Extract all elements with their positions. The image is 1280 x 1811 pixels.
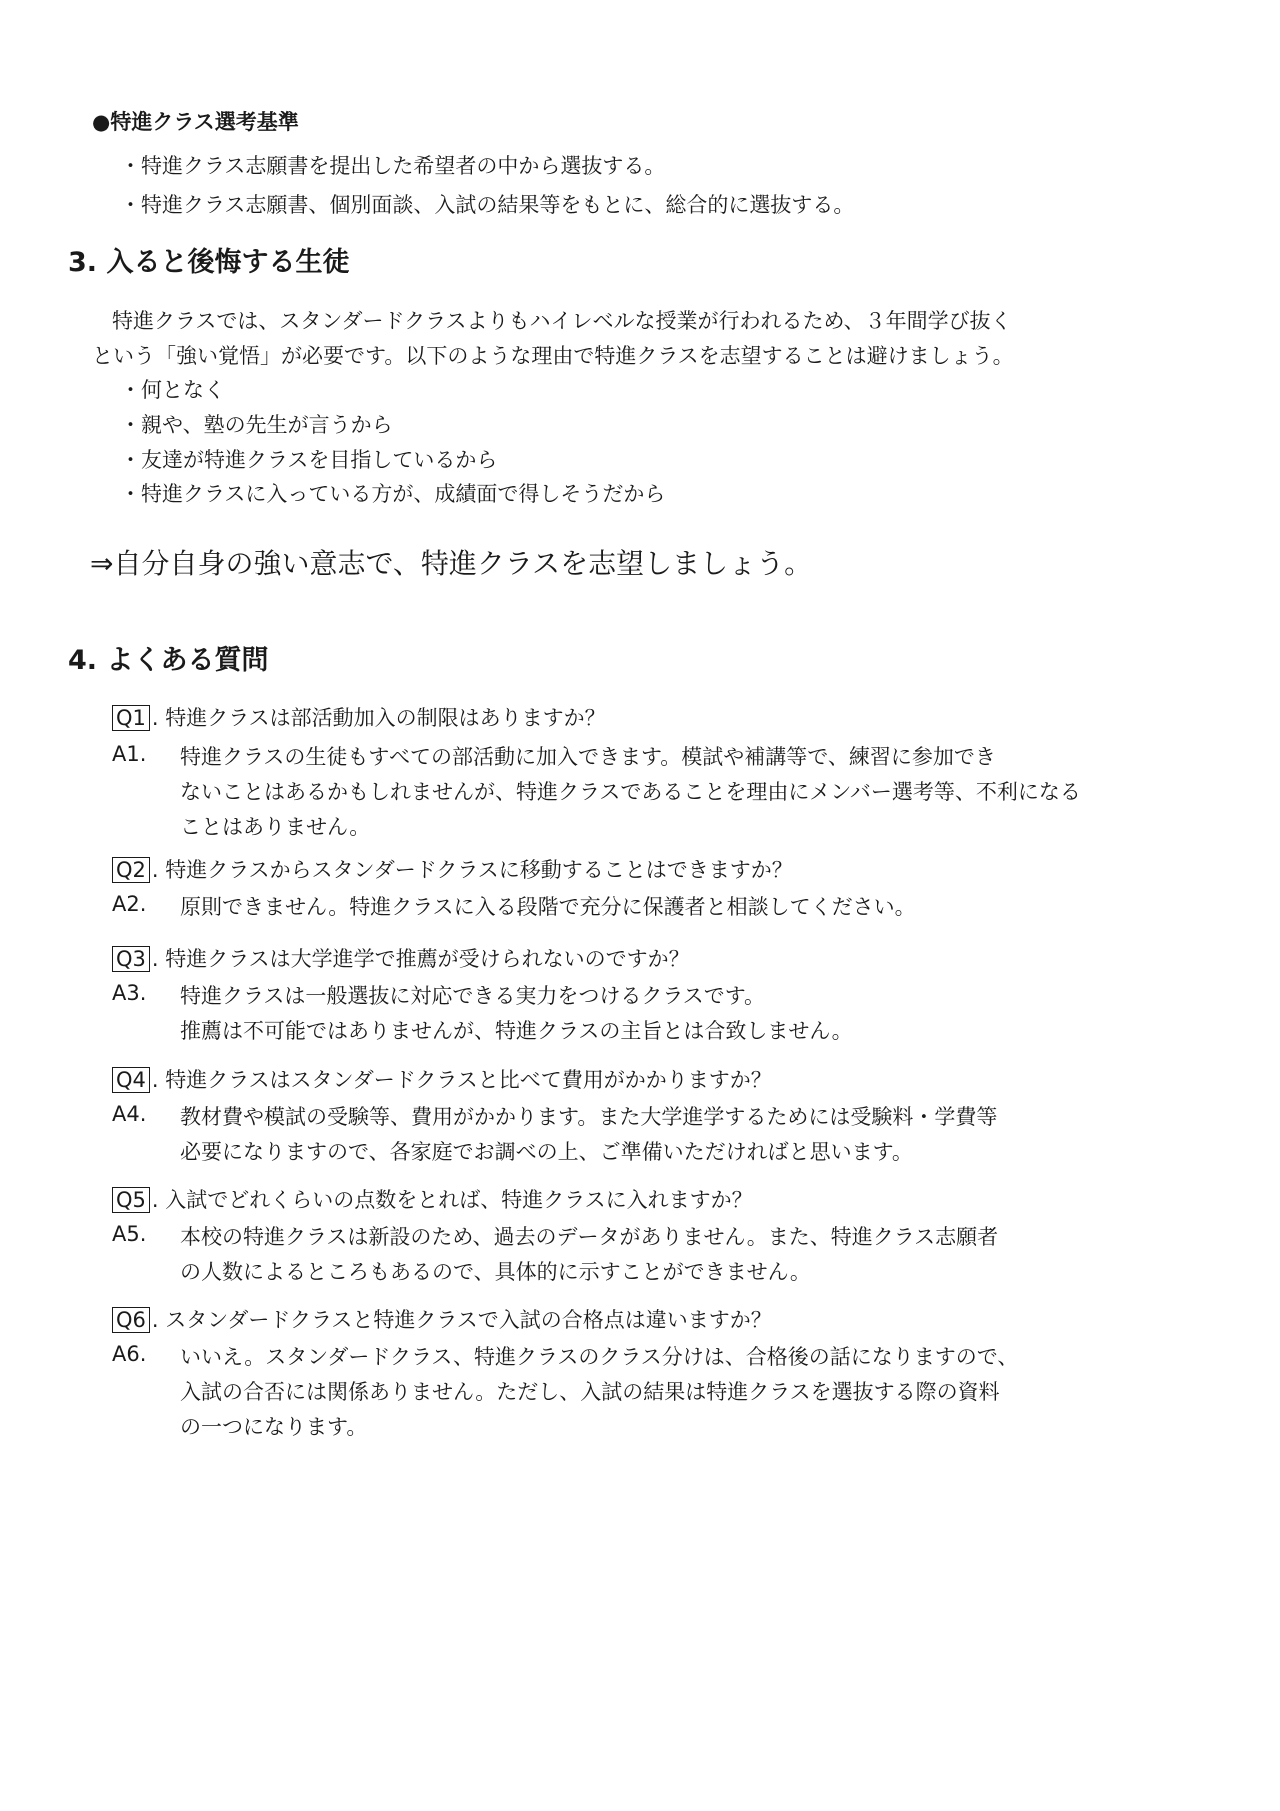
section-3-paragraph-line: という「強い覚悟」が必要です。以下のような理由で特進クラスを志望することは避けましょう。: [92, 344, 1014, 368]
section-3-conclusion: ⇒自分自身の強い意志で、特進クラスを志望しましょう。: [90, 547, 813, 580]
reason-item: ・特進クラスに入っている方が、成績面で得しそうだから: [120, 482, 666, 506]
faq-item: [112, 1186, 998, 1290]
question-text: . スタンダードクラスと特進クラスで入試の合格点は違いますか？: [151, 1308, 772, 1332]
answer-label: A4.: [112, 1102, 147, 1126]
answer-line: 原則できません。特進クラスに入る段階で充分に保護者と相談してください。: [180, 895, 916, 919]
faq-answer: [112, 1100, 997, 1170]
answer-line: の人数によるところもあるので、具体的に示すことができません。: [180, 1260, 811, 1284]
criteria-heading: ●特進クラス選考基準: [92, 110, 299, 134]
faq-answer: [112, 979, 853, 1049]
criteria-item: ・特進クラス志願書、個別面談、入試の結果等をもとに、総合的に選抜する。: [120, 193, 855, 217]
answer-line: 入試の合否には関係ありません。ただし、入試の結果は特進クラスを選抜する際の資料: [180, 1380, 1000, 1404]
section-3-heading: 3. 入ると後悔する生徒: [68, 247, 350, 278]
question-text: . 特進クラスは部活動加入の制限はありますか？: [151, 706, 606, 730]
faq-answer: [112, 740, 1081, 845]
question-label: Q4: [112, 1067, 150, 1093]
section-3-paragraph-line: 特進クラスでは、スタンダードクラスよりもハイレベルな授業が行われるため、３年間学び抜く: [112, 309, 1012, 333]
faq-item: [112, 704, 1081, 845]
reason-item: ・親や、塾の先生が言うから: [120, 413, 393, 437]
answer-line: 特進クラスは一般選抜に対応できる実力をつけるクラスです。: [180, 984, 766, 1008]
answer-line: いいえ。スタンダードクラス、特進クラスのクラス分けは、合格後の話になりますので、: [180, 1345, 1019, 1369]
answer-line: 特進クラスの生徒もすべての部活動に加入できます。模試や補講等で、練習に参加でき: [180, 745, 996, 769]
question-label: Q6: [112, 1307, 150, 1333]
answer-label: A5.: [112, 1222, 147, 1246]
faq-answer: [112, 1220, 998, 1290]
answer-label: A3.: [112, 981, 147, 1005]
answer-label: A2.: [112, 892, 147, 916]
reason-item: ・何となく: [120, 378, 225, 402]
faq-item: [112, 945, 853, 1049]
answer-line: 推薦は不可能ではありませんが、特進クラスの主旨とは合致しません。: [180, 1019, 853, 1043]
answer-label: A6.: [112, 1342, 147, 1366]
faq-item: [112, 1306, 1018, 1445]
faq-answer: [112, 890, 916, 925]
answer-line: 教材費や模試の受験等、費用がかかります。また大学進学するためには受験料・学費等: [180, 1105, 998, 1129]
question-text: . 特進クラスは大学進学で推薦が受けられないのですか？: [151, 947, 690, 971]
faq-question: [112, 704, 1081, 732]
criteria-item: ・特進クラス志願書を提出した希望者の中から選抜する。: [120, 154, 666, 178]
question-label: Q5: [112, 1187, 150, 1213]
faq-question: [112, 1066, 997, 1094]
question-text: . 入試でどれくらいの点数をとれば、特進クラスに入れますか？: [151, 1188, 753, 1212]
faq-question: [112, 1186, 998, 1214]
question-label: Q2: [112, 857, 150, 883]
question-text: . 特進クラスはスタンダードクラスと比べて費用がかかりますか？: [151, 1068, 772, 1092]
faq-item: [112, 856, 916, 925]
question-text: . 特進クラスからスタンダードクラスに移動することはできますか？: [151, 858, 793, 882]
question-label: Q1: [112, 705, 150, 731]
question-label: Q3: [112, 946, 150, 972]
answer-label: A1.: [112, 742, 147, 766]
reason-item: ・友達が特進クラスを目指しているから: [120, 448, 498, 472]
faq-answer: [112, 1340, 1018, 1445]
section-4-heading: 4. よくある質問: [68, 645, 269, 676]
faq-question: [112, 856, 916, 884]
answer-line: 本校の特進クラスは新設のため、過去のデータがありません。また、特進クラス志願者: [180, 1225, 999, 1249]
faq-question: [112, 1306, 1018, 1334]
answer-line: 必要になりますので、各家庭でお調べの上、ご準備いただければと思います。: [180, 1140, 913, 1164]
faq-item: [112, 1066, 997, 1170]
answer-line: ないことはあるかもしれませんが、特進クラスであることを理由にメンバー選考等、不利になる: [180, 780, 1081, 804]
faq-question: [112, 945, 853, 973]
answer-line: の一つになります。: [180, 1415, 368, 1439]
answer-line: ことはありません。: [180, 815, 371, 839]
